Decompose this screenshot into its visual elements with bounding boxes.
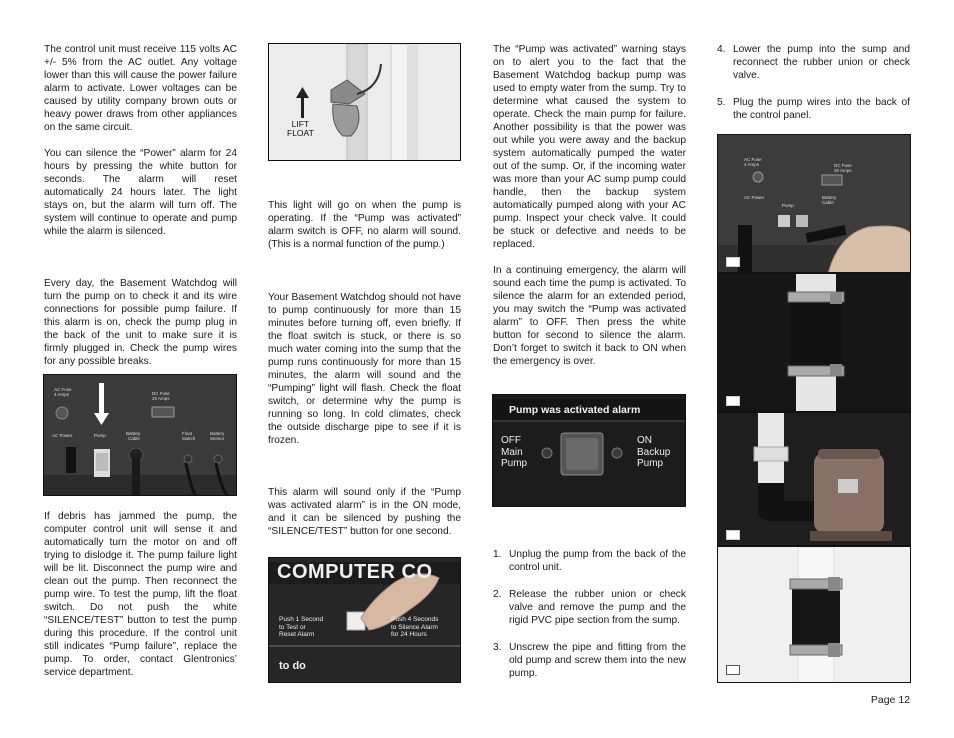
pump-failure-paragraph: If debris has jammed the pump, the computer control unit will sense it and automatically turn the motor on and off trying to dislodge it. The pump failure light will be lit. Disconnect the pump wire and clean out the pump. Then reconnect the pump wire. To test the pump, lift the float switch. Do not push the white “SILENCE/TEST” button to test the pump during this procedure. If the control unit still indicates “Pump failure”, replace the pump. To order, contact Glentronics’ service department. <box>44 511 237 678</box>
silence-test-button[interactable] <box>347 612 365 630</box>
on-indicator-light <box>612 448 622 458</box>
continuing-emergency-paragraph: In a continuing emergency, the alarm will sound each time the pump is activated. To silence the alarm for an extended period, you may switch the “Pump was activated alarm” to OFF. Then press the white button for second to silence the alarm. Don’t forget to switch it back to ON when the emergency is over. <box>493 265 686 367</box>
list-item <box>717 96 910 122</box>
lift-float-photo <box>268 43 461 161</box>
pump-activated-paragraph: The “Pump was activated” warning stays on to alert you to the fact that the Basement Watchdog backup pump was used to empty water from the sump. Try to determine what caused the system to operate. Check the main pump for failure. Another possibility is that the power was out while you were away and the backup system automatically pumped the water out of the sump. Or, if the incoming water was more than your AC sump pump could handle, then the backup system automatically pumped along with your AC pump. Inspect your check valve. It could be stuck or defective and needs to be replaced. <box>493 44 686 250</box>
list-item <box>493 548 686 574</box>
pump-label: Pump <box>94 433 106 438</box>
silence-test-panel-photo <box>268 557 461 683</box>
power-silence-paragraph: You can silence the “Power” alarm for 24 hours by pressing the white button for seconds. The alarm will reset automatically 24 hours later. The light stays on, but the alarm will turn off. The system will continue to operate and pump while the alarm is silenced. <box>44 148 237 237</box>
off-indicator-light <box>542 448 552 458</box>
pump-activated-switch-photo <box>492 394 686 507</box>
off-main-pump-label: OFF Main Pump <box>501 435 528 469</box>
svg-text:25 Amps: 25 Amps <box>152 396 170 401</box>
on-backup-pump-label: ON Backup Pump <box>637 435 671 469</box>
silence-alarm-paragraph: This alarm will sound only if the “Pump was activated alarm” is in the ON mode, and it can be silenced by pushing the “SILENCE/TEST” button for one second. <box>268 487 461 537</box>
svg-text:Cable: Cable <box>128 436 140 441</box>
pump-with-pipe-photo <box>717 412 911 546</box>
push-1-second-label: Push 1 Second to Test or Reset Alarm <box>279 616 324 638</box>
photo-step-box <box>726 665 740 675</box>
step-text: Unplug the pump from the back of the control unit. <box>509 549 686 573</box>
step-text: Plug the pump wires into the back of the control panel. <box>733 97 910 121</box>
float-switch-illustration <box>269 44 461 161</box>
pump-label-2: Pump <box>782 203 794 208</box>
replacement-steps-list <box>493 548 686 680</box>
pumping-light-paragraph: This light will go on when the pump is operating. If the “Pump was activated” alarm switch is OFF, no alarm will sound. (This is a normal function of the pump.) <box>268 200 461 250</box>
lift-float-label: LIFT FLOAT <box>287 119 314 138</box>
continuous-pumping-paragraph: Your Basement Watchdog should not have to pump continuously for more than 15 minutes before turning off, even briefly. If the float switch is stuck, or there is so much water coming into the sump that the pump runs continuously for more than 15 minutes, the alarm will sound and the “Pumping” light will flash. Check the float switch, or determine why the pump is running so long. In cold climates, check the outside discharge pipe to see if it is frozen. <box>268 292 461 446</box>
step-text: Unscrew the pipe and fitting from the old pump and screw them into the new pump. <box>509 642 686 679</box>
list-item <box>717 43 910 82</box>
float-switch-label: Float <box>182 431 193 436</box>
step-number: 2. <box>493 589 502 600</box>
svg-text:4 Amps: 4 Amps <box>54 392 70 397</box>
panel-title: COMPUTER CO <box>277 561 433 583</box>
pump-pipe-illustration <box>718 413 911 546</box>
ac-power-label-2: AC Power <box>744 195 765 200</box>
step-number: 3. <box>493 642 502 653</box>
battery-sensor-label: Battery <box>210 431 225 436</box>
step-text: Release the rubber union or check valve and remove the pump and the rigid PVC pipe section from the sump. <box>509 589 686 626</box>
plug-wires-illustration <box>718 135 911 273</box>
alarm-panel-title: Pump was activated alarm <box>509 404 641 416</box>
check-valve-photo <box>717 546 911 683</box>
dc-fuse-label-2: DC Fuse 25 Amps <box>834 163 852 173</box>
pump-check-paragraph: Every day, the Basement Watchdog will turn the pump on to check it and its wire connections for possible pump failure. If this alarm is on, check the pump plug in the back of the unit to make sure it is firmly plugged in. Check the pump wires for any possible breaks. <box>44 278 237 367</box>
svg-text:Sensor: Sensor <box>210 436 225 441</box>
page-number: Page 12 <box>870 694 910 706</box>
push-4-seconds-label: Push 4 Seconds to Silence Alarm for 24 Hours <box>391 616 439 638</box>
plug-pump-wires-photo <box>717 134 911 273</box>
control-panel-back-illustration <box>44 375 237 496</box>
panel-footer-text: to do <box>279 660 306 672</box>
step-number: 1. <box>493 549 502 560</box>
list-item <box>493 641 686 680</box>
dc-fuse-label: DC Fuse <box>152 391 170 396</box>
list-item <box>493 588 686 627</box>
photo-step-box <box>726 396 740 406</box>
battery-cable-label-2: Battery Cable <box>822 195 837 205</box>
step-text: Lower the pump into the sump and reconnect the rubber union or check valve. <box>733 44 910 81</box>
ac-power-label: AC Power <box>52 433 73 438</box>
photo-step-box <box>726 257 740 267</box>
reinstall-steps-list <box>717 43 910 122</box>
power-voltage-paragraph: The control unit must receive 115 volts AC +/- 5% from the AC outlet. Any voltage lower than this will cause the power failure alarm to activate. Lower voltages can be caused by utility company brown outs or heavy power draws from other appliances on the same circuit. <box>44 44 237 133</box>
check-valve-illustration <box>718 547 911 683</box>
step-number: 5. <box>717 97 726 108</box>
ac-fuse-label: AC Fuse <box>54 387 72 392</box>
rubber-union-photo <box>717 273 911 412</box>
battery-cable-label: Battery <box>126 431 141 436</box>
step-number: 4. <box>717 44 726 55</box>
control-panel-back-photo <box>43 374 237 496</box>
photo-step-box <box>726 530 740 540</box>
svg-text:Switch: Switch <box>182 436 196 441</box>
rubber-union-illustration <box>718 274 911 412</box>
ac-fuse-label-2: AC Fuse 4 Amps <box>744 157 762 167</box>
